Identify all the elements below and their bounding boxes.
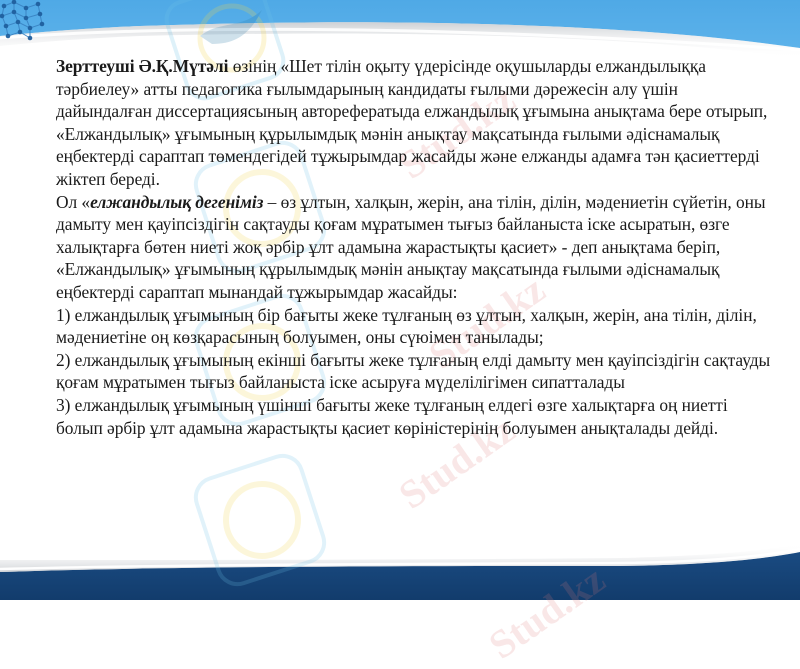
list-item: 1) елжандылық ұғымының бір бағыты жеке тұлғаның өз ұлтын, халқын, жерін, ана тілін, ділін, мәдениетіне оң көзқарасының болуымен, оны сүюімен танылады; <box>56 304 757 348</box>
definition-text: – өз ұлтын, халқын, жерін, ана тілін, ділін, мәдениетін сүйетін, оны дамыту мен қауіпсіздігін сақтауды қоғам мұратымен тығыз байланыста іске асыратын, өзге халықтарға бөтен ниеті жоқ әрбір ұлт адамына жарастықты қасиет» - деп анықтама беріп, «Елжандылық» ұғымының құрылымдық мәнін анықтау мақсатында ғылыми әдіснамалық еңбектерді сараптап мынандай тұжырымдар жасайды: <box>56 191 766 302</box>
watermark: Stud.kz <box>420 266 553 378</box>
paragraph-intro-text: өзінің «Шет тілін оқыту үдерісінде оқушыларды елжандылыққа тәрбиелеу» атты педагогика ғылымдарының кандидаты ғылыми дәрежесін алу үшін дайындалған диссертациясының авторефератыда елжандылық ұғымына анықтама бере отырып, «Елжандылық» ұғымының құрылымдық мәнін анықтау мақсатында ғылыми әдіснамалық еңбектерді сараптап төмендегідей тұжырымдар жасайды және елжанды адамға тән қасиеттерді жіктеп береді. <box>56 56 768 189</box>
watermark: Stud.kz <box>480 556 613 668</box>
list-item: 3) елжандылық ұғымының үшінші бағыты жеке тұлғаның елдегі өзге халықтарға оң ниетті болып әрбір ұлт адамына жарастықты қасиет көріністерінің болуымен анықталады дейді. <box>56 394 728 438</box>
list-item: 2) елжандылық ұғымының екінші бағыты жеке тұлғаның елді дамыту мен қауіпсіздігін сақтауды қоғам мұратымен тығыз байланыста іске асыруға мүделілігімен сипатталады <box>56 349 771 393</box>
watermark: Stud.kz <box>390 76 523 188</box>
slide-body <box>56 55 772 439</box>
definition-term: елжандылық дегеніміз <box>90 191 264 212</box>
paragraph-intro <box>56 55 772 191</box>
definition-lead: Ол « <box>56 191 91 212</box>
author-name: Зерттеуші Ә.Қ.Мүтәлі <box>56 56 229 76</box>
paragraph-definition <box>56 191 772 304</box>
watermark: Stud.kz <box>390 406 523 518</box>
